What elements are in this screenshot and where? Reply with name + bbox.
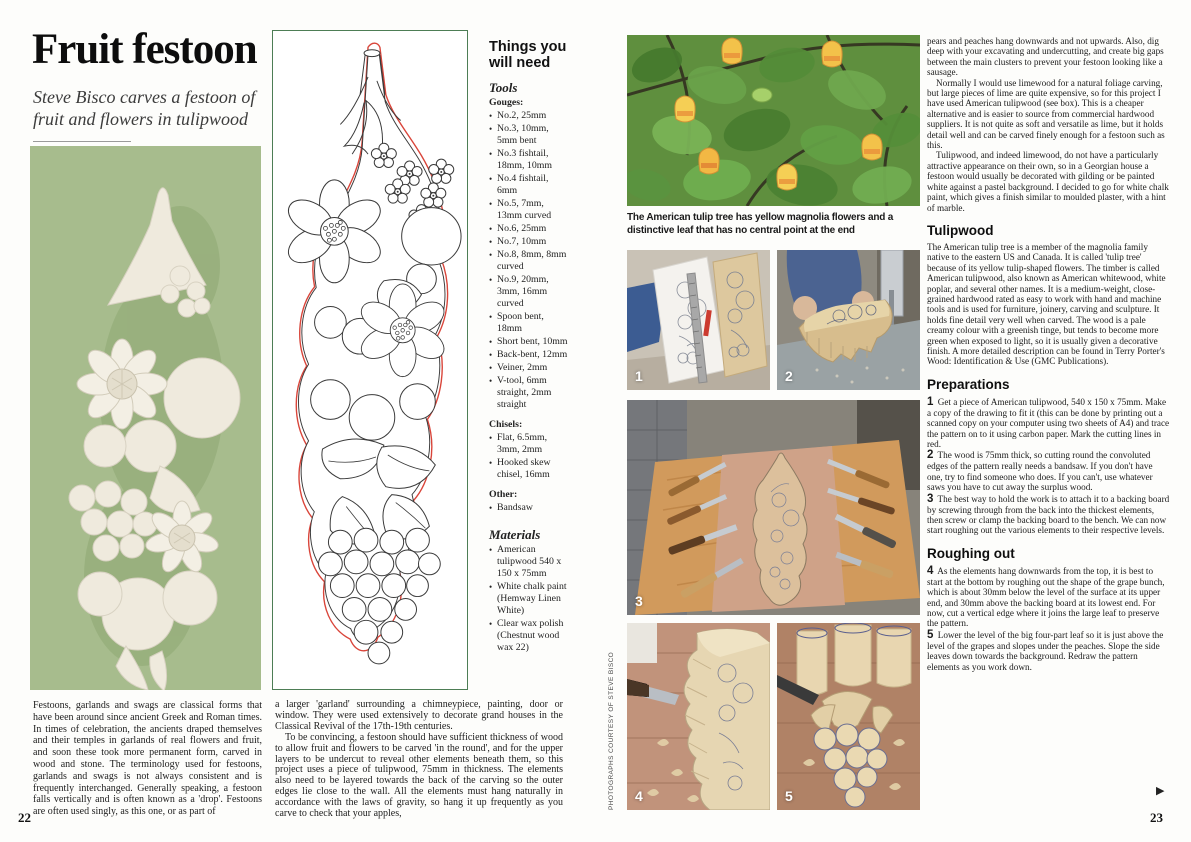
- step-paragraph: [927, 629, 1170, 672]
- list-item: • No.2, 25mm: [489, 110, 569, 122]
- step-text: As the elements hang downwards from the top, it is best to start at the bottom by roughing out the shape of the grape bunch, which is about 30mm below the level of the surface at its upper end, and 30mm above the backing board at its lowest end. For now, cut a vertical edge where it joins the large leaf to preserve the pattern.: [927, 565, 1165, 629]
- list-item: • No.6, 25mm: [489, 223, 569, 235]
- list-item: • American tulipwood 540 x 150 x 75mm: [489, 544, 569, 580]
- tulip-tree-illustration: [627, 35, 920, 206]
- step-paragraph: [927, 396, 1170, 450]
- carved-flower: [77, 339, 167, 429]
- finished-festoon-photo: [30, 146, 261, 690]
- step-text: Get a piece of American tulipwood, 540 x 150 x 75mm. Make a copy of the drawing to fit it (this can be done by printing out a scanned copy on your computer using two sheets of A4) and trace the pattern on to it using carbon paper. Mark the cutting lines in red.: [927, 396, 1170, 449]
- things-heading: Things you will need: [489, 39, 567, 71]
- section-heading-preparations: Preparations: [927, 376, 1010, 392]
- tulip-tree-photo: [627, 35, 920, 206]
- step-photo-4: [627, 623, 770, 810]
- step-number: 5: [927, 628, 934, 641]
- grape-bunch-carving-illustration: [777, 623, 920, 810]
- photo-credit: PHOTOGRAPHS COURTESY OF STEVE BISCO: [608, 651, 615, 810]
- gouges-list: [489, 110, 569, 411]
- list-item: • Hooked skew chisel, 16mm: [489, 457, 569, 481]
- list-item: • Clear wax polish (Chestnut wood wax 22): [489, 618, 569, 654]
- step-number: 1: [927, 395, 934, 408]
- step-number: 4: [927, 564, 934, 577]
- list-item: • White chalk paint (Hemway Linen White): [489, 581, 569, 617]
- continued-arrow-icon: ▶: [1156, 785, 1165, 797]
- chisels-heading: Chisels:: [489, 419, 523, 430]
- materials-heading: Materials: [489, 527, 541, 542]
- list-item: • V-tool, 6mm straight, 2mm straight: [489, 375, 569, 411]
- list-item: • No.9, 20mm, 3mm, 16mm curved: [489, 274, 569, 310]
- list-item: • Spoon bent, 18mm: [489, 311, 569, 335]
- other-heading: Other:: [489, 489, 518, 500]
- section-heading-roughing-out: Roughing out: [927, 545, 1015, 561]
- step-paragraph: [927, 493, 1170, 536]
- bandsaw-cutting-illustration: [777, 250, 920, 390]
- page-title: Fruit festoon: [32, 26, 257, 73]
- materials-list: [489, 544, 569, 654]
- roughing-out-illustration: [627, 623, 770, 810]
- step-number: 2: [927, 449, 934, 462]
- intro-column-2: [275, 700, 563, 820]
- pattern-line-art: [273, 31, 467, 689]
- other-list: [489, 502, 569, 514]
- list-item: • No.7, 10mm: [489, 236, 569, 248]
- list-item: • No.8, 8mm, 8mm curved: [489, 249, 569, 273]
- list-item: • Bandsaw: [489, 502, 569, 514]
- festoon-pattern-drawing: [272, 30, 468, 690]
- list-item: • Veiner, 2mm: [489, 362, 569, 374]
- step-number: 3: [927, 492, 934, 505]
- body-paragraph: Tulipwood, and indeed limewood, do not have a particularly attractive appearance on their own, so in a Georgian house a festoon would usually be decorated with gilding or be painted white against a pastel background. I decided to go for white chalk paint, which gives a finish similar to moulded plaster, with a hint of marble.: [927, 150, 1169, 213]
- photo-number-badge: 5: [785, 788, 793, 804]
- step-photo-1: [627, 250, 770, 390]
- photo-number-badge: 1: [635, 368, 643, 384]
- list-item: • No.5, 7mm, 13mm curved: [489, 198, 569, 222]
- pattern-tracing-illustration: [627, 250, 770, 390]
- things-you-will-need-panel: [489, 40, 569, 655]
- intro-paragraph: Festoons, garlands and swags are classical forms that have been around since ancient Greek and Roman times. In times of celebration, the ancients draped themselves and their temples in garlands of real flowers and fruit, and soon these took more permanent form, carved in wood and stone. The terminology used for festoons, garlands and swags is not always consistent and is frequently interchanged. Generally speaking, a festoon falls vertically and is often known as a 'drop'. Festoons are often used singly, as this one, or as part of: [33, 700, 262, 818]
- list-item: • Back-bent, 12mm: [489, 349, 569, 361]
- list-item: • No.3 fishtail, 18mm, 10mm: [489, 148, 569, 172]
- page-number-right: 23: [1150, 810, 1163, 825]
- section-heading-tulipwood: Tulipwood: [927, 222, 994, 238]
- intro-paragraph: a larger 'garland' surrounding a chimneypiece, painting, door or window. They were used extensively to decorate grand houses in the Classical Revival of the 17th-19th centuries.: [275, 699, 563, 732]
- standfirst: Steve Bisco carves a festoon of fruit and flowers in tulipwood: [33, 87, 256, 129]
- photo-number-badge: 3: [635, 593, 643, 609]
- body-paragraph: Normally I would use limewood for a natural foliage carving, but large pieces of lime are quite expensive, so for this project I have used American tulipwood (see box). This is a cheaper alternative and is easier to source from commercial hardwood suppliers. It is not quite as soft and versatile as lime, but it holds detail well and can be carved finely enough for a festoon such as this.: [927, 77, 1165, 151]
- step-photo-2: [777, 250, 920, 390]
- step-text: Lower the level of the big four-part leaf so it is just above the level of the grapes and slopes under the peaches. Slope the side leaves down towards the background. Redraw the pattern elements as you work down.: [927, 629, 1164, 672]
- step-photo-5: [777, 623, 920, 810]
- workbench-tools-illustration: [627, 400, 920, 615]
- festoon-carving-illustration: [30, 146, 261, 690]
- list-item: • No.4 fishtail, 6mm: [489, 173, 569, 197]
- step-text: The best way to hold the work is to attach it to a backing board by screwing through from the back into the thickest elements, then screw or clamp the backing board to the bench. We can now start roughing out the various elements to their respective levels.: [927, 493, 1170, 536]
- intro-column-1: [33, 700, 262, 820]
- step-photo-3: [627, 400, 920, 615]
- list-item: • Flat, 6.5mm, 3mm, 2mm: [489, 432, 569, 456]
- page-number-left: 22: [18, 810, 31, 825]
- body-paragraph: pears and peaches hang downwards and not upwards. Also, dig deep with your excavating and undercutting, and create big gaps between the main clusters to prevent your festoon looking like a sausage.: [927, 36, 1164, 78]
- step-paragraph: [927, 565, 1170, 629]
- chisels-list: [489, 432, 569, 481]
- photo-caption: The American tulip tree has yellow magnolia flowers and a distinctive leaf that has no central point at the end: [627, 212, 894, 236]
- list-item: • Short bent, 10mm: [489, 336, 569, 348]
- step-paragraph: [927, 449, 1170, 492]
- list-item: • No.3, 10mm, 5mm bent: [489, 123, 569, 147]
- article-column: [927, 36, 1170, 804]
- step-text: The wood is 75mm thick, so cutting round the convoluted edges of the pattern really needs a bandsaw. If you don't have one, try to find someone who does. If you can't, use whatever saws you have to cut away the surplus wood.: [927, 450, 1153, 493]
- body-paragraph: The American tulip tree is a member of the magnolia family native to the eastern US and Canada. It is called 'tulip tree' because of its yellow tulip-shaped flowers. The timber is called American tulipwood, also known as American whitewood, white poplar, and several other names. It is a medium-weight, close-grained hardwood rated as easy to work with hand and machine tools and is used for furniture, joinery, carving and sculpture. It holds fine detail very well when carved. The wood is a pale creamy colour with a greenish tinge, but tends to become more green when exposed to light, so it is usually given a decorative finish. A more detailed description can be found in Terry Porter's Wood: Identification & Use (GMC Publications).: [927, 241, 1166, 367]
- gouges-heading: Gouges:: [489, 97, 524, 108]
- intro-paragraph: To be convincing, a festoon should have sufficient thickness of wood to allow fruit and flowers to be carved 'in the round', and for the upper layers to be undercut to reveal other elements beneath them, so this project uses a piece of tulipwood, 75mm in thickness. The elements also need to be layered towards the back of the carving so the outer edges lie close to the wall. All the elements must hang naturally in accordance with the laws of gravity, so hang it up frequently as you carve to check that your apples,: [275, 731, 563, 820]
- tools-heading: Tools: [489, 80, 518, 95]
- divider-rule: [33, 141, 131, 142]
- photo-number-badge: 2: [785, 368, 793, 384]
- photo-number-badge: 4: [635, 788, 643, 804]
